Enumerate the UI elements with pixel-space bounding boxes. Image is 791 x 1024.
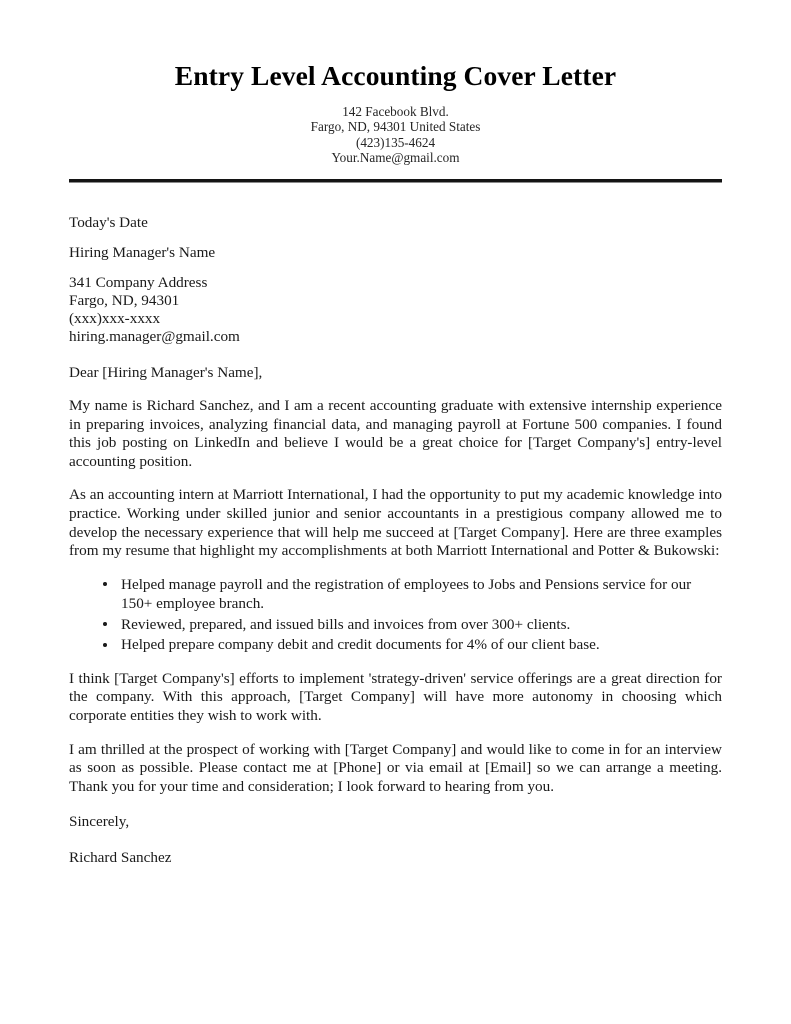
body-paragraph-4: I am thrilled at the prospect of working with [Target Company] and would like to come in for an interview as soon as possible. Please contact me at [Phone] or via email at [Email] so we can arrange a meeting. Thank you for your time and consideration; I look forward to hearing from you. <box>69 740 722 795</box>
sender-email: Your.Name@gmail.com <box>331 150 460 166</box>
recipient-name: Hiring Manager's Name <box>69 244 216 261</box>
recipient-block <box>69 214 722 346</box>
letter-date: Today's Date <box>69 214 148 231</box>
list-item <box>69 635 722 655</box>
header-divider <box>69 179 722 183</box>
sender-street: 142 Facebook Blvd. <box>342 103 449 119</box>
list-item <box>69 615 722 635</box>
list-item-label: Helped manage payroll and the registration of employees to Jobs and Pensions service for our 150+ employee branch. <box>121 575 692 613</box>
sender-contact-block <box>69 104 722 166</box>
body-paragraph-1: My name is Richard Sanchez, and I am a recent accounting graduate with extensive internship experience in preparing invoices, analyzing financial data, and managing payroll at Fortune 500 companies. I found this job posting on LinkedIn and believe I would be a great choice for [Target Company's] entry-level accounting position. <box>69 397 722 470</box>
recipient-phone: (xxx)xxx-xxxx <box>69 310 161 327</box>
list-item-label: Helped prepare company debit and credit documents for 4% of our client base. <box>121 636 600 654</box>
page-title: Entry Level Accounting Cover Letter <box>174 60 617 91</box>
recipient-email: hiring.manager@gmail.com <box>69 328 240 345</box>
sender-phone: (423)135-4624 <box>355 134 436 150</box>
bullet-icon <box>103 582 107 586</box>
bullet-icon <box>103 622 107 626</box>
bullet-icon <box>103 643 107 647</box>
body-paragraph-3: I think [Target Company's] efforts to implement 'strategy-driven' service offerings are a great direction for the company. With this approach, [Target Company] will have more autonomy in choosing which corporate entities they wish to work with. <box>69 669 722 724</box>
recipient-address-group <box>69 274 722 346</box>
letterhead <box>69 0 722 183</box>
salutation: Dear [Hiring Manager's Name], <box>69 364 263 381</box>
sender-city-line: Fargo, ND, 94301 United States <box>310 119 481 135</box>
document-content <box>69 0 722 867</box>
recipient-street: 341 Company Address <box>69 274 208 291</box>
closing-salutation: Sincerely, <box>69 813 130 831</box>
list-item-label: Reviewed, prepared, and issued bills and invoices from over 300+ clients. <box>121 615 571 633</box>
accomplishments-list <box>69 575 722 655</box>
signature-name: Richard Sanchez <box>69 849 172 867</box>
recipient-city-state-zip: Fargo, ND, 94301 <box>69 292 180 309</box>
body-paragraph-2: As an accounting intern at Marriott International, I had the opportunity to put my academic knowledge into practice. Working under skilled junior and senior accountants in a prestigious company allowed me to develop the necessary experience that will help me succeed at [Target Company]. Here are three examples from my resume that highlight my accomplishments at both Marriott International and Potter & Bukowski: <box>69 486 722 560</box>
list-item <box>69 575 722 614</box>
